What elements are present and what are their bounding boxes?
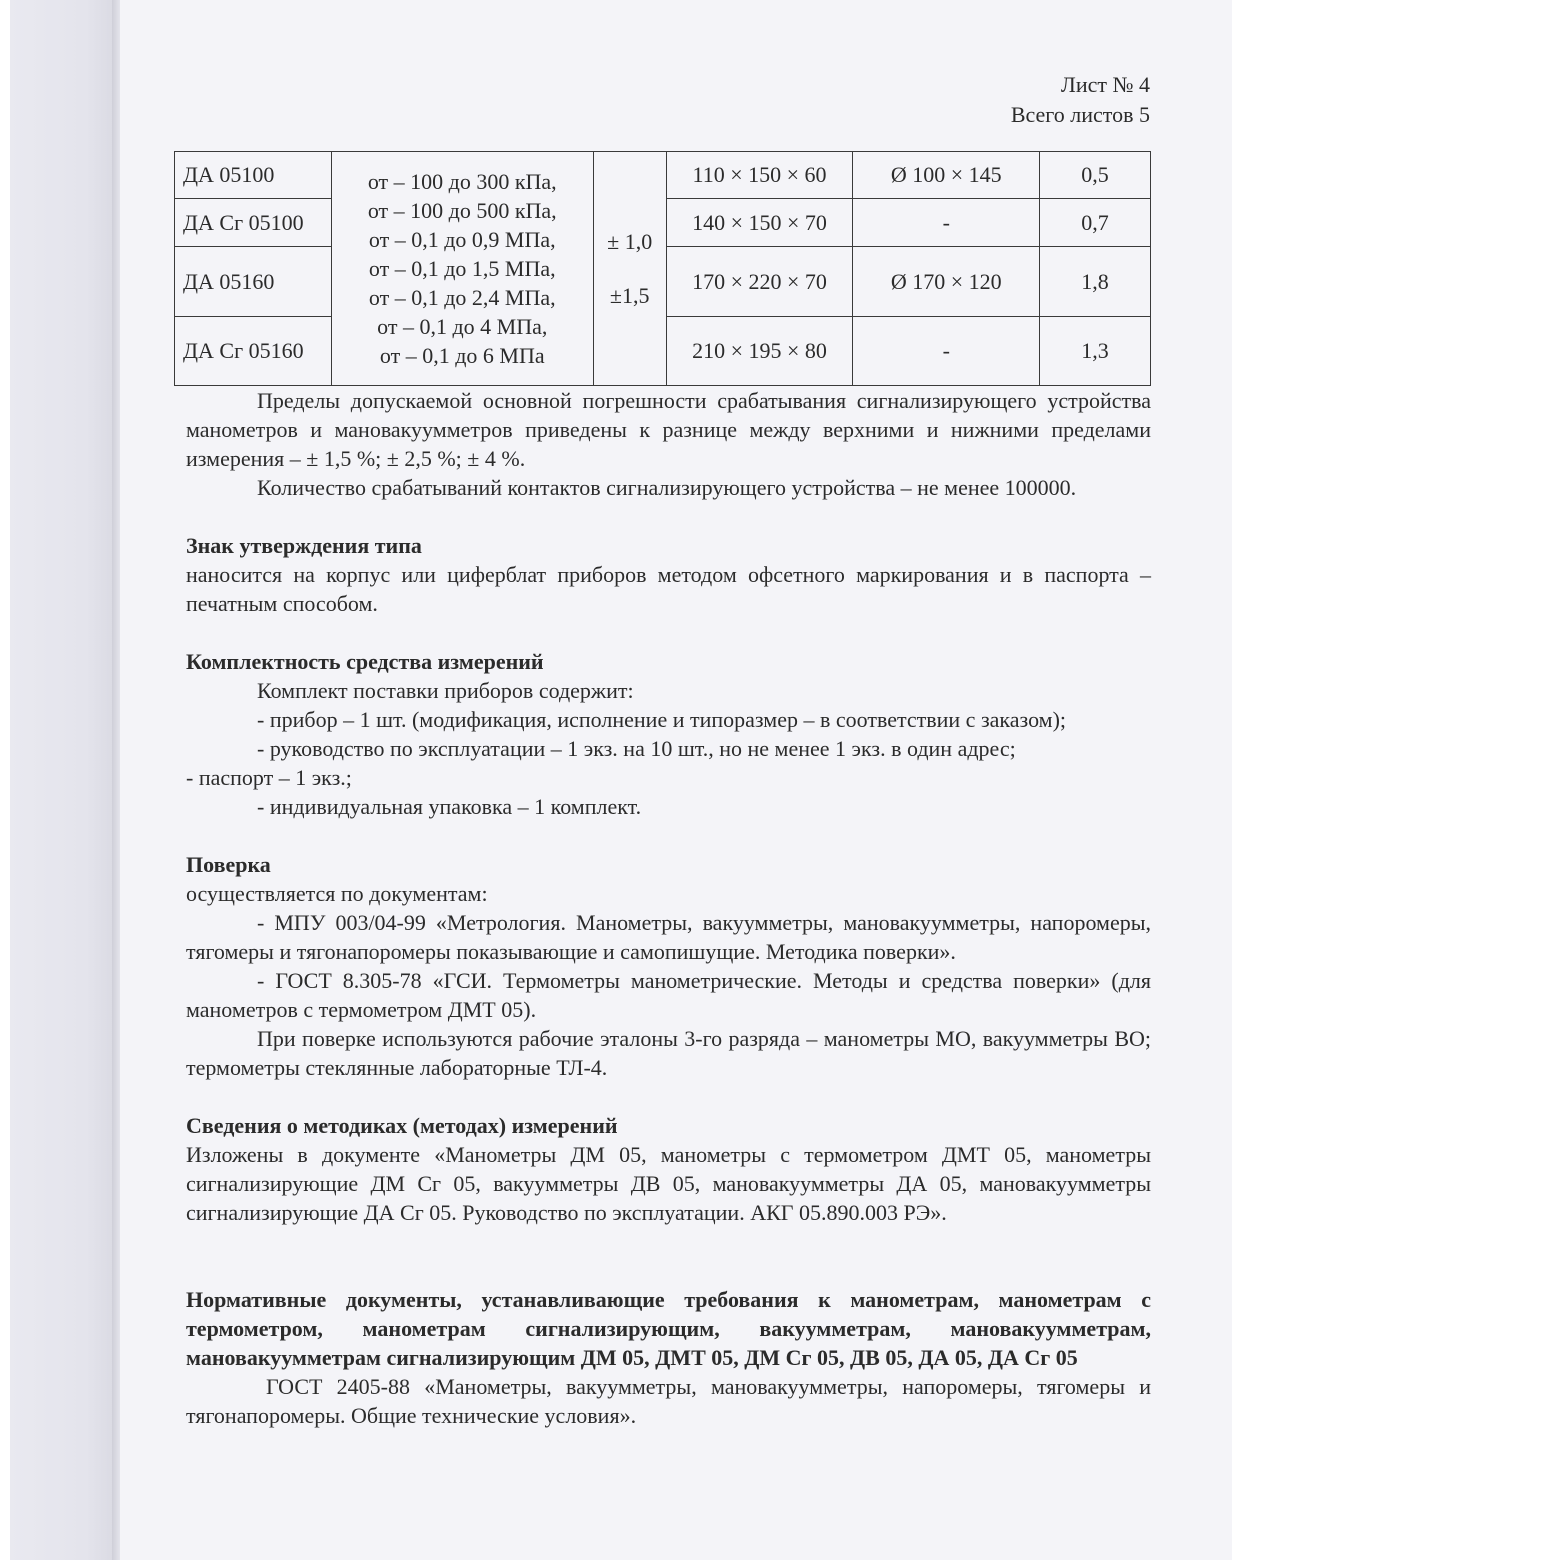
model-cell: ДА 05160	[175, 247, 332, 316]
section-heading: Знак утверждения типа	[186, 533, 422, 558]
mass-cell: 1,8	[1040, 247, 1151, 316]
model-cell: ДА Сг 05100	[175, 199, 332, 247]
dims-cell: 210 × 195 × 80	[666, 316, 853, 385]
section-heading: Сведения о методиках (методах) измерений	[186, 1113, 618, 1138]
paragraph: ГОСТ 2405-88 «Манометры, вакуумметры, мановакуумметры, напоромеры, тягомеры и тягонапоромеры. Общие технические условия».	[186, 1374, 1151, 1428]
sheet-number: Лист № 4	[1060, 72, 1150, 97]
right-background	[1232, 0, 1564, 1560]
paragraph: При поверке используются рабочие эталоны 3-го разряда – манометры МО, вакуумметры ВО; термометры стеклянные лабораторные ТЛ-4.	[186, 1026, 1151, 1080]
section-heading: Комплектность средства измерений	[186, 649, 544, 674]
range-line: от – 0,1 до 1,5 МПа,	[368, 256, 556, 281]
list-item: - ГОСТ 8.305-78 «ГСИ. Термометры манометрические. Методы и средства поверки» (для манометров с термометром ДМТ 05).	[186, 968, 1151, 1022]
mass-cell: 0,7	[1040, 199, 1151, 247]
model-cell: ДА 05100	[175, 152, 332, 199]
range-line: от – 0,1 до 4 МПа,	[377, 314, 548, 339]
paragraph: осуществляется по документам:	[186, 881, 488, 906]
model-cell: ДА Сг 05160	[175, 316, 332, 385]
range-line: от – 0,1 до 2,4 МПа,	[368, 285, 556, 310]
range-line: от – 100 до 500 кПа,	[367, 198, 557, 223]
dims-cell: 110 × 150 × 60	[666, 152, 853, 199]
left-margin	[0, 0, 10, 1560]
total-sheets: Всего листов 5	[1010, 102, 1150, 127]
range-line: от – 100 до 300 кПа,	[367, 169, 557, 194]
mount-cell: Ø 100 × 145	[853, 152, 1040, 199]
paragraph: Изложены в документе «Манометры ДМ 05, манометры с термометром ДМТ 05, манометры сигнализирующие ДМ Сг 05, вакуумметры ДВ 05, мановакуумметры ДА 05, мановакуумметры сигнализирующие ДА Сг 05. Руководство по эксплуатации. АКГ 05.890.003 РЭ».	[186, 1142, 1151, 1225]
range-cell	[331, 152, 593, 386]
accuracy-cell	[593, 152, 666, 386]
document-page	[120, 0, 1232, 1560]
range-line: от – 0,1 до 6 МПа	[379, 343, 545, 368]
page-header	[120, 70, 1232, 130]
adjacent-page-edge	[10, 0, 118, 1560]
table-row	[175, 152, 1151, 199]
list-item: - руководство по эксплуатации – 1 экз. на 10 шт., но не менее 1 экз. в один адрес;	[257, 736, 1016, 761]
mass-cell: 1,3	[1040, 316, 1151, 385]
list-item: - МПУ 003/04-99 «Метрология. Манометры, вакуумметры, мановакуумметры, напоромеры, тягомеры и тягонапоромеры показывающие и самопишущие. Методика поверки».	[186, 910, 1151, 964]
mount-cell: Ø 170 × 120	[853, 247, 1040, 316]
list-item: - паспорт – 1 экз.;	[186, 765, 352, 790]
mount-cell: -	[853, 316, 1040, 385]
list-item: - прибор – 1 шт. (модификация, исполнение и типоразмер – в соответствии с заказом);	[257, 707, 1067, 732]
dims-cell: 170 × 220 × 70	[666, 247, 853, 316]
mass-cell: 0,5	[1040, 152, 1151, 199]
range-line: от – 0,1 до 0,9 МПа,	[368, 227, 556, 252]
section-heading: Нормативные документы, устанавливающие требования к манометрам, манометрам с термометром, манометрам сигнализирующим, вакуумметрам, мановакуумметрам, мановакуумметрам сигнализирующим ДМ 05, ДМТ 05, ДМ Сг 05, ДВ 05, ДА 05, ДА Сг 05	[186, 1287, 1151, 1370]
mount-cell: -	[853, 199, 1040, 247]
page-body	[186, 386, 1151, 1430]
accuracy-value: ±1,5	[609, 282, 650, 308]
paragraph: Пределы допускаемой основной погрешности срабатывания сигнализирующего устройства манометров и мановакуумметров приведены к разнице между верхними и нижними пределами измерения – ± 1,5 %; ± 2,5 %; ± 4 %.	[186, 388, 1151, 471]
section-heading: Поверка	[186, 852, 271, 877]
paragraph: Комплект поставки приборов содержит:	[257, 678, 634, 703]
paragraph: Количество срабатываний контактов сигнализирующего устройства – не менее 100000.	[257, 475, 1077, 500]
spec-table	[174, 151, 1151, 386]
paragraph: наносится на корпус или циферблат приборов методом офсетного маркирования и в паспорта – печатным способом.	[186, 562, 1151, 616]
dims-cell: 140 × 150 × 70	[666, 199, 853, 247]
accuracy-value: ± 1,0	[607, 228, 653, 254]
list-item: - индивидуальная упаковка – 1 комплект.	[257, 794, 642, 819]
